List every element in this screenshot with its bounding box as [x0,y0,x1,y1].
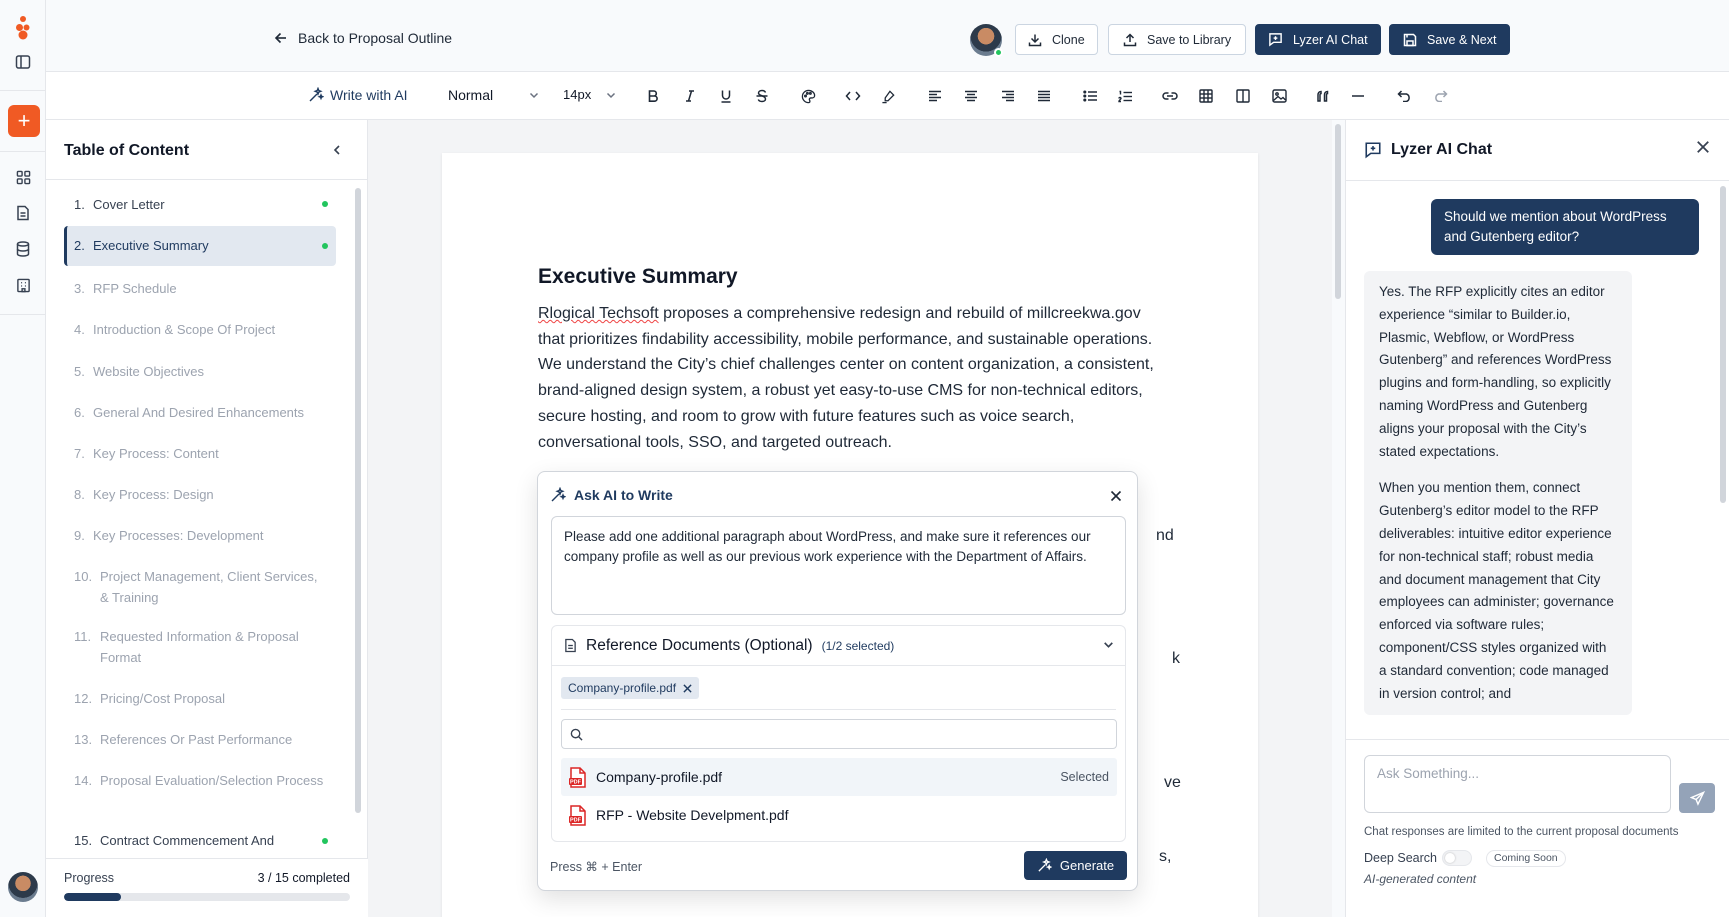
toc-item-contract-commencement[interactable]: 15. Contract Commencement And [64,821,336,851]
document-option[interactable] [561,758,1117,796]
remove-chip-icon[interactable] [683,684,692,693]
chat-plus-icon [1364,141,1382,159]
strikethrough-icon[interactable] [750,84,774,108]
pdf-file-icon [569,767,587,788]
online-status-dot [994,48,1003,57]
reference-documents-title: Reference Documents (Optional) [586,636,813,654]
align-center-icon[interactable] [959,84,983,108]
toc-item-executive-summary[interactable]: 2. Executive Summary [64,226,336,266]
toc-item-website-objectives[interactable]: 5. Website Objectives [74,364,205,379]
image-icon[interactable] [1267,84,1291,108]
save-and-next-button[interactable] [1389,24,1510,55]
save-icon [1403,33,1417,47]
toc-list [64,185,336,917]
paragraph-text: proposes a comprehensive redesign and rebuild of millcreekwa.gov that prioritizes findability accessibility, mobile performance, and sustainable operations. We understand the City’s chief challenges center on content organization, a consistent, brand-aligned design system, a robust yet easy-to-use CMS for non-technical editors, secure hosting, and room to grow with future features such as voice search, conversational tools, SSO, and targeted outreach. [538,305,1154,451]
font-size-value: 14px [563,87,592,102]
hidden-text-fragment: k [1172,650,1180,667]
chat-input[interactable]: Ask Something... [1364,755,1671,813]
toc-header [46,120,368,180]
highlighter-icon[interactable] [876,84,900,108]
user-avatar[interactable] [8,872,38,902]
progress-bar [64,893,350,901]
ask-ai-title: Ask AI to Write [550,487,673,503]
toc-item-rfp-schedule[interactable]: 3. RFP Schedule [74,281,177,296]
generate-button[interactable]: Generate [1024,851,1127,880]
back-link-label: Back to Proposal Outline [298,30,453,46]
quote-icon[interactable] [1311,84,1335,108]
upload-icon [1123,33,1137,47]
toc-item-introduction[interactable]: 4. Introduction & Scope Of Project [74,322,276,337]
document-option[interactable] [561,796,1117,834]
selected-document-chip: Company-profile.pdf [561,677,699,699]
chat-scope-note: Chat responses are limited to the current proposal documents [1364,826,1679,838]
document-name: Company-profile.pdf [596,769,723,785]
chat-plus-icon [1268,32,1283,47]
lyzer-ai-chat-label: Lyzer AI Chat [1293,32,1368,47]
document-search-input[interactable] [561,719,1117,749]
documents-icon[interactable] [11,201,35,225]
font-size-select[interactable] [563,87,617,102]
write-with-ai-button[interactable] [308,87,408,103]
dashboard-icon[interactable] [11,165,35,189]
reference-documents-section [551,625,1126,842]
chat-scrollbar[interactable] [1720,186,1726,503]
lyzer-ai-chat-button[interactable] [1255,24,1381,55]
send-icon [1690,791,1705,806]
document-icon [564,638,577,653]
align-right-icon[interactable] [996,84,1020,108]
coming-soon-badge: Coming Soon [1486,850,1566,867]
user-message: Should we mention about WordPress and Gutenberg editor? [1431,199,1699,255]
selected-count: (1/2 selected) [821,638,895,653]
download-icon [1028,33,1042,47]
collaborator-avatar[interactable] [970,24,1002,56]
text-color-palette-icon[interactable] [796,84,820,108]
chevron-down-icon [605,89,617,101]
search-icon [570,728,583,741]
toc-item-key-process-design[interactable]: 8. Key Process: Design [74,487,214,502]
sparkle-wand-icon [1037,858,1052,873]
editor-scrollbar[interactable] [1335,124,1341,299]
ai-message-paragraph: Yes. The RFP explicitly cites an editor experience “similar to Builder.io, Plasmic, Webflow, or WordPress Gutenberg” and references WordPress plugins and form-handling, so explicitly naming WordPress and Gutenberg aligns your proposal with the City’s stated expectations. [1379,284,1612,459]
toc-title: Table of Content [64,142,190,159]
ai-message [1364,271,1632,715]
link-icon[interactable] [1158,84,1182,108]
chat-composer [1346,739,1729,917]
sparkle-wand-icon [308,87,324,103]
spellcheck-word: Rlogical Techsoft [538,305,659,322]
text-style-select[interactable] [448,87,540,103]
progress-footer [46,858,368,917]
align-justify-icon[interactable] [1032,84,1056,108]
document-paragraph[interactable] [538,301,1168,455]
deep-search-label: Deep Search [1364,851,1437,865]
svg-text:PDF: PDF [570,817,581,824]
chevron-down-icon [528,89,540,101]
toc-scrollbar[interactable] [355,188,361,813]
chevron-left-icon[interactable] [326,139,348,161]
clone-label: Clone [1052,32,1085,47]
code-icon[interactable] [841,84,865,108]
toc-item-cover-letter[interactable]: 1. Cover Letter [64,185,336,225]
write-with-ai-label: Write with AI [330,87,408,103]
ai-message-paragraph: When you mention them, connect Gutenberg’s editor model to the RFP deliverables: intuitive editor experience for non-technical staff; robust media and document management that City employees can administer; governance enforced via software rules; component/CSS styles organized with a standard convention; code managed in version control; and [1379,480,1614,701]
section-heading: Executive Summary [538,265,738,288]
progress-count: 3 / 15 completed [257,871,350,885]
save-to-library-label: Save to Library [1147,32,1232,47]
arrow-left-icon [274,31,288,45]
lyzer-ai-chat-panel [1345,120,1729,917]
toc-item-key-process-content[interactable]: 7. Key Process: Content [74,446,219,461]
completed-dot [322,201,328,207]
database-icon[interactable] [11,237,35,261]
progress-label: Progress [64,871,115,885]
chevron-down-icon[interactable] [1102,638,1115,651]
table-icon[interactable] [1194,84,1218,108]
text-style-value: Normal [448,87,494,103]
ai-generated-note: AI-generated content [1364,872,1477,886]
completed-dot [322,243,328,249]
sidebar-toggle-icon[interactable] [11,50,35,74]
toc-item-references[interactable]: 13. References Or Past Performance [74,732,293,747]
svg-text:PDF: PDF [570,779,581,786]
align-left-icon[interactable] [923,84,947,108]
ask-ai-to-write-dialog [537,471,1138,891]
app-rail [0,0,46,917]
underline-icon[interactable] [714,84,738,108]
numbered-list-icon[interactable] [1113,84,1137,108]
toc-item-key-processes-development[interactable]: 9. Key Processes: Development [74,528,264,543]
close-icon[interactable] [1106,486,1126,506]
save-and-next-label: Save & Next [1427,32,1497,47]
building-icon[interactable] [11,273,35,297]
chat-messages [1346,181,1729,739]
sparkle-wand-icon [550,487,566,503]
horizontal-rule-icon[interactable] [1346,84,1370,108]
toc-item-project-management[interactable]: 10. Project Management, Client Services, & Training [74,569,318,605]
columns-icon[interactable] [1231,84,1255,108]
hidden-text-fragment: s, [1159,848,1172,865]
italic-icon[interactable] [678,84,702,108]
save-to-library-button[interactable] [1108,24,1246,55]
close-icon[interactable] [1696,140,1710,154]
keyboard-shortcut-hint: Press ⌘ + Enter [550,860,643,874]
toc-item-pricing[interactable]: 12. Pricing/Cost Proposal [74,691,225,706]
chat-title: Lyzer AI Chat [1364,141,1492,159]
bullet-list-icon[interactable] [1078,84,1102,108]
toc-item-enhancements[interactable]: 6. General And Desired Enhancements [74,405,305,420]
new-item-button[interactable]: + [8,105,40,137]
reference-documents-header[interactable] [552,626,1125,666]
send-button[interactable] [1679,783,1715,813]
document-name: RFP - Website Develpment.pdf [596,807,789,823]
hidden-text-fragment: ve [1164,774,1181,791]
completed-dot [322,838,328,844]
progress-bar-fill [64,893,121,901]
toc-item-requested-information[interactable]: 11. Requested Information & Proposal Format [74,629,299,665]
undo-icon[interactable] [1392,84,1416,108]
ai-prompt-textarea[interactable]: Please add one additional paragraph about WordPress, and make sure it references our company profile as well as our previous work experience with the Department of Affairs. [551,516,1126,615]
clone-button[interactable] [1015,24,1098,55]
bold-icon[interactable] [641,84,665,108]
back-to-outline-link[interactable] [274,30,452,46]
table-of-content-panel [46,120,368,917]
hidden-text-fragment: nd [1156,527,1174,544]
deep-search-toggle[interactable] [1442,850,1472,866]
selected-badge: Selected [1060,770,1109,784]
pdf-file-icon [569,805,587,826]
top-header [46,0,1729,72]
editor-toolbar [46,72,1729,120]
toc-item-proposal-evaluation[interactable]: 14. Proposal Evaluation/Selection Process [74,773,324,788]
redo-icon[interactable] [1428,84,1452,108]
chat-header [1346,120,1729,181]
app-logo[interactable] [11,16,35,40]
